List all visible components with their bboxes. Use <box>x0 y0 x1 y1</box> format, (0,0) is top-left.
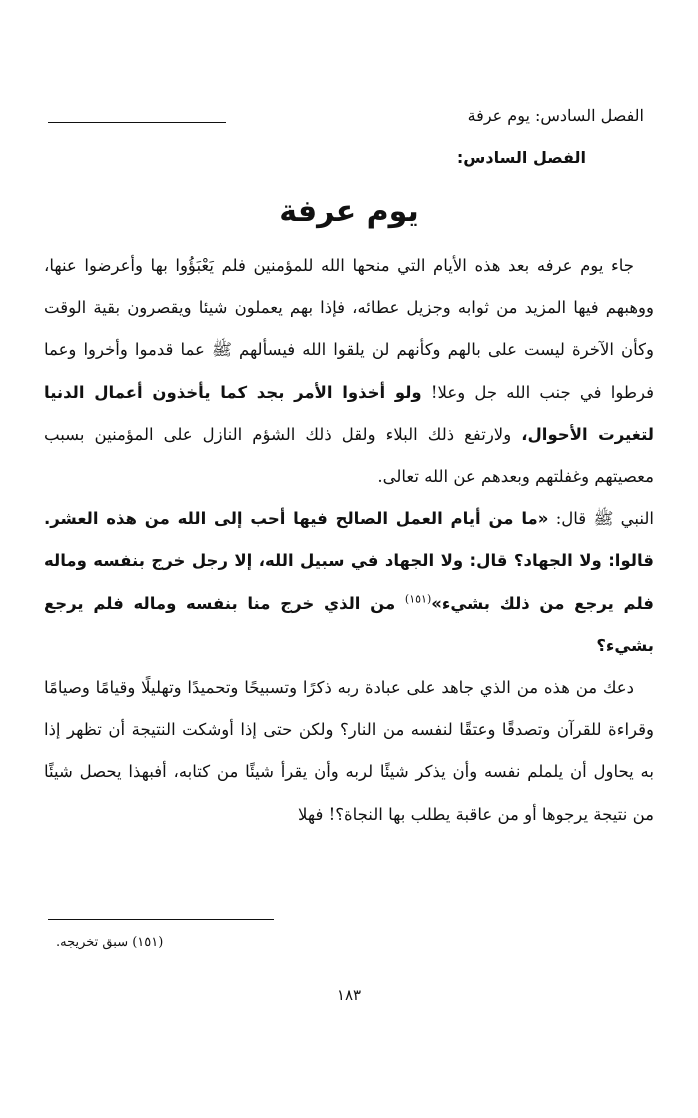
paragraph-3: دعك من هذه من الذي جاهد على عبادة ربه ذكرًا وتسبيحًا وتحميدًا وتهليلًا وقيامًا وصيامًا وقراءة للقرآن وتصدقًا وعتقًا لنفسه من النار؟ ولكن حتى إذا أوشكت النتيجة أن تظهر إذا به يحاول أن يلملم نفسه وأن يذكر شيئًا لربه وأن يقرأ شيئًا من كتابه، أفبهذا يحصل شيئًا من نتيجة يرجوها أو من عاقبة يطلب بها النجاة؟! فهلا <box>44 678 654 824</box>
chapter-label: الفصل السادس: <box>456 148 586 167</box>
paragraph-2 <box>44 498 654 667</box>
footnote: (١٥١) سبق تخريجه. <box>56 935 164 950</box>
hadith-quote: «ما من أيام العمل الصالح فيها أحب إلى الله من هذه العشر. قالوا: ولا الجهاد؟ قال: ولا الجهاد في سبيل الله، إلا رجل خرج بنفسه وماله فلم يرجع من ذلك بشيء» <box>44 509 654 613</box>
paragraph-1 <box>44 245 654 498</box>
paragraph-2-start: النبي ﷺ قال: <box>548 509 655 529</box>
page-title: يوم عرفة <box>279 194 419 229</box>
running-header: الفصل السادس: يوم عرفة <box>467 106 644 125</box>
page-number: ١٨٣ <box>336 986 362 1004</box>
body-text <box>44 245 654 836</box>
header-rule <box>48 122 226 123</box>
paragraph-2-end: من الذي خرج منا بنفسه وماله فلم يرجع بشيء؟ <box>44 593 654 655</box>
paragraph-1-bold: ولو أخذوا الأمر بجد كما يأخذون أعمال الدنيا لتغيرت الأحوال، <box>44 382 654 444</box>
footnote-reference: (١٥١) <box>404 592 432 606</box>
paragraph-1-text: جاء يوم عرفه بعد هذه الأيام التي منحها الله للمؤمنين فلم يَعْبَؤُوا بها وأعرضوا عنها، ووهبهم فيها المزيد من ثوابه وجزيل عطائه، فإذا بهم يعملون شيئا ويقصرون بقية الوقت وكأن الآخرة ليست على بالهم وكأنهم لن يلقوا الله فيسألهم ﷺ عما قدموا وأخروا وعما فرطوا في جنب الله جل وعلا! <box>44 256 654 402</box>
paragraph-1-end: ولارتفع ذلك البلاء ولقل ذلك الشؤم النازل على المؤمنين بسبب معصيتهم وغفلتهم وبعدهم عن الله تعالى. <box>44 424 654 487</box>
footnote-rule <box>48 919 274 920</box>
